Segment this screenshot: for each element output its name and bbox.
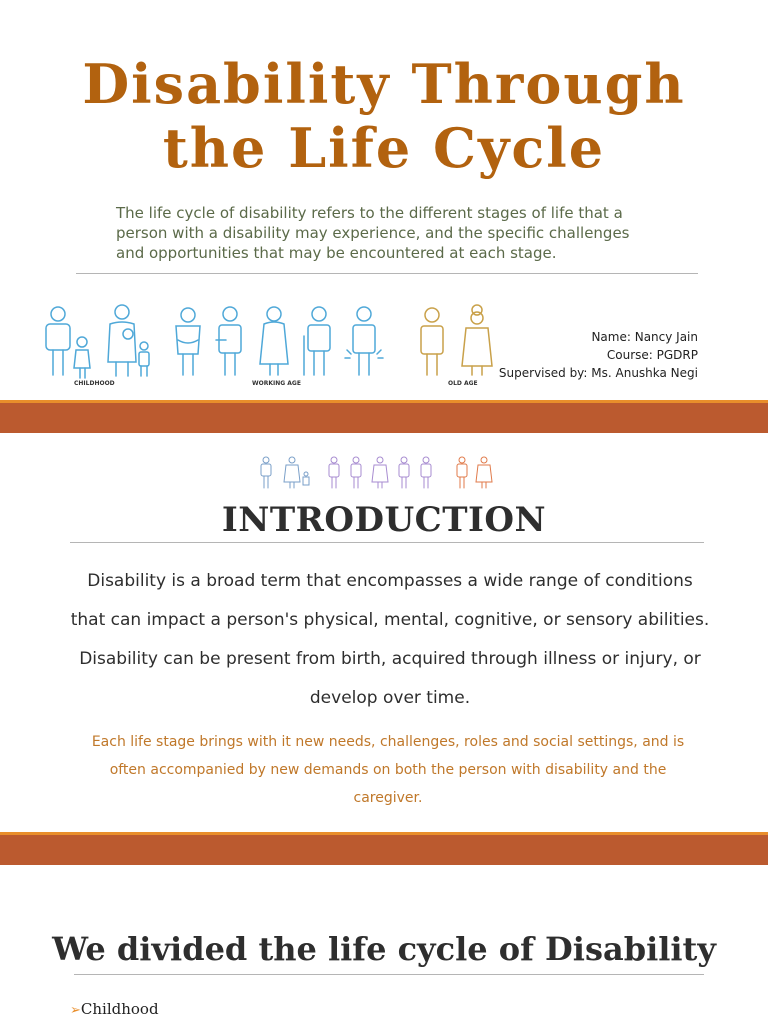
course: Course: PGDRP bbox=[606, 348, 698, 362]
title-line-1: Disability Through bbox=[82, 52, 686, 116]
section-band bbox=[0, 400, 768, 433]
section-band bbox=[0, 832, 768, 865]
introduction-paragraph-2: Each life stage brings with it new needs, challenges, roles and social settings, and is often accompanied by new demands on both the person with disability and the caregiver. bbox=[91, 734, 685, 806]
page-title bbox=[0, 52, 768, 180]
section-heading: We divided the life cycle of Disability bbox=[52, 930, 716, 968]
arrow-bullet-icon: ➢ bbox=[70, 1003, 81, 1018]
introduction-paragraph-1: Disability is a broad term that encompasses a wide range of conditions that can impact a person's physical, mental, cognitive, or sensory abilities. Disability can be present from birth, acquired through illness or injury, or develop over time. bbox=[70, 571, 710, 708]
title-line-2: the Life Cycle bbox=[162, 116, 606, 180]
author-name: Name: Nancy Jain bbox=[591, 330, 698, 344]
description: The life cycle of disability refers to the different stages of life that a person with a disability may experience, and the specific challenges and opportunities that may be encountered at each stage. bbox=[116, 204, 630, 262]
divider bbox=[70, 542, 704, 543]
list-item-label: Childhood bbox=[80, 1000, 159, 1018]
introduction-heading: INTRODUCTION bbox=[221, 500, 547, 540]
life-cycle-people-icons-small bbox=[256, 454, 500, 494]
divider bbox=[74, 974, 704, 975]
divider bbox=[76, 273, 698, 274]
stage-label-working-age: WORKING AGE bbox=[252, 380, 301, 387]
stage-label-childhood: CHILDHOOD bbox=[74, 380, 115, 387]
author-info bbox=[499, 328, 698, 382]
life-cycle-people-icons bbox=[40, 300, 500, 395]
list-item bbox=[70, 1000, 159, 1018]
supervisor: Supervised by: Ms. Anushka Negi bbox=[498, 366, 698, 380]
stage-label-old-age: OLD AGE bbox=[448, 380, 478, 387]
